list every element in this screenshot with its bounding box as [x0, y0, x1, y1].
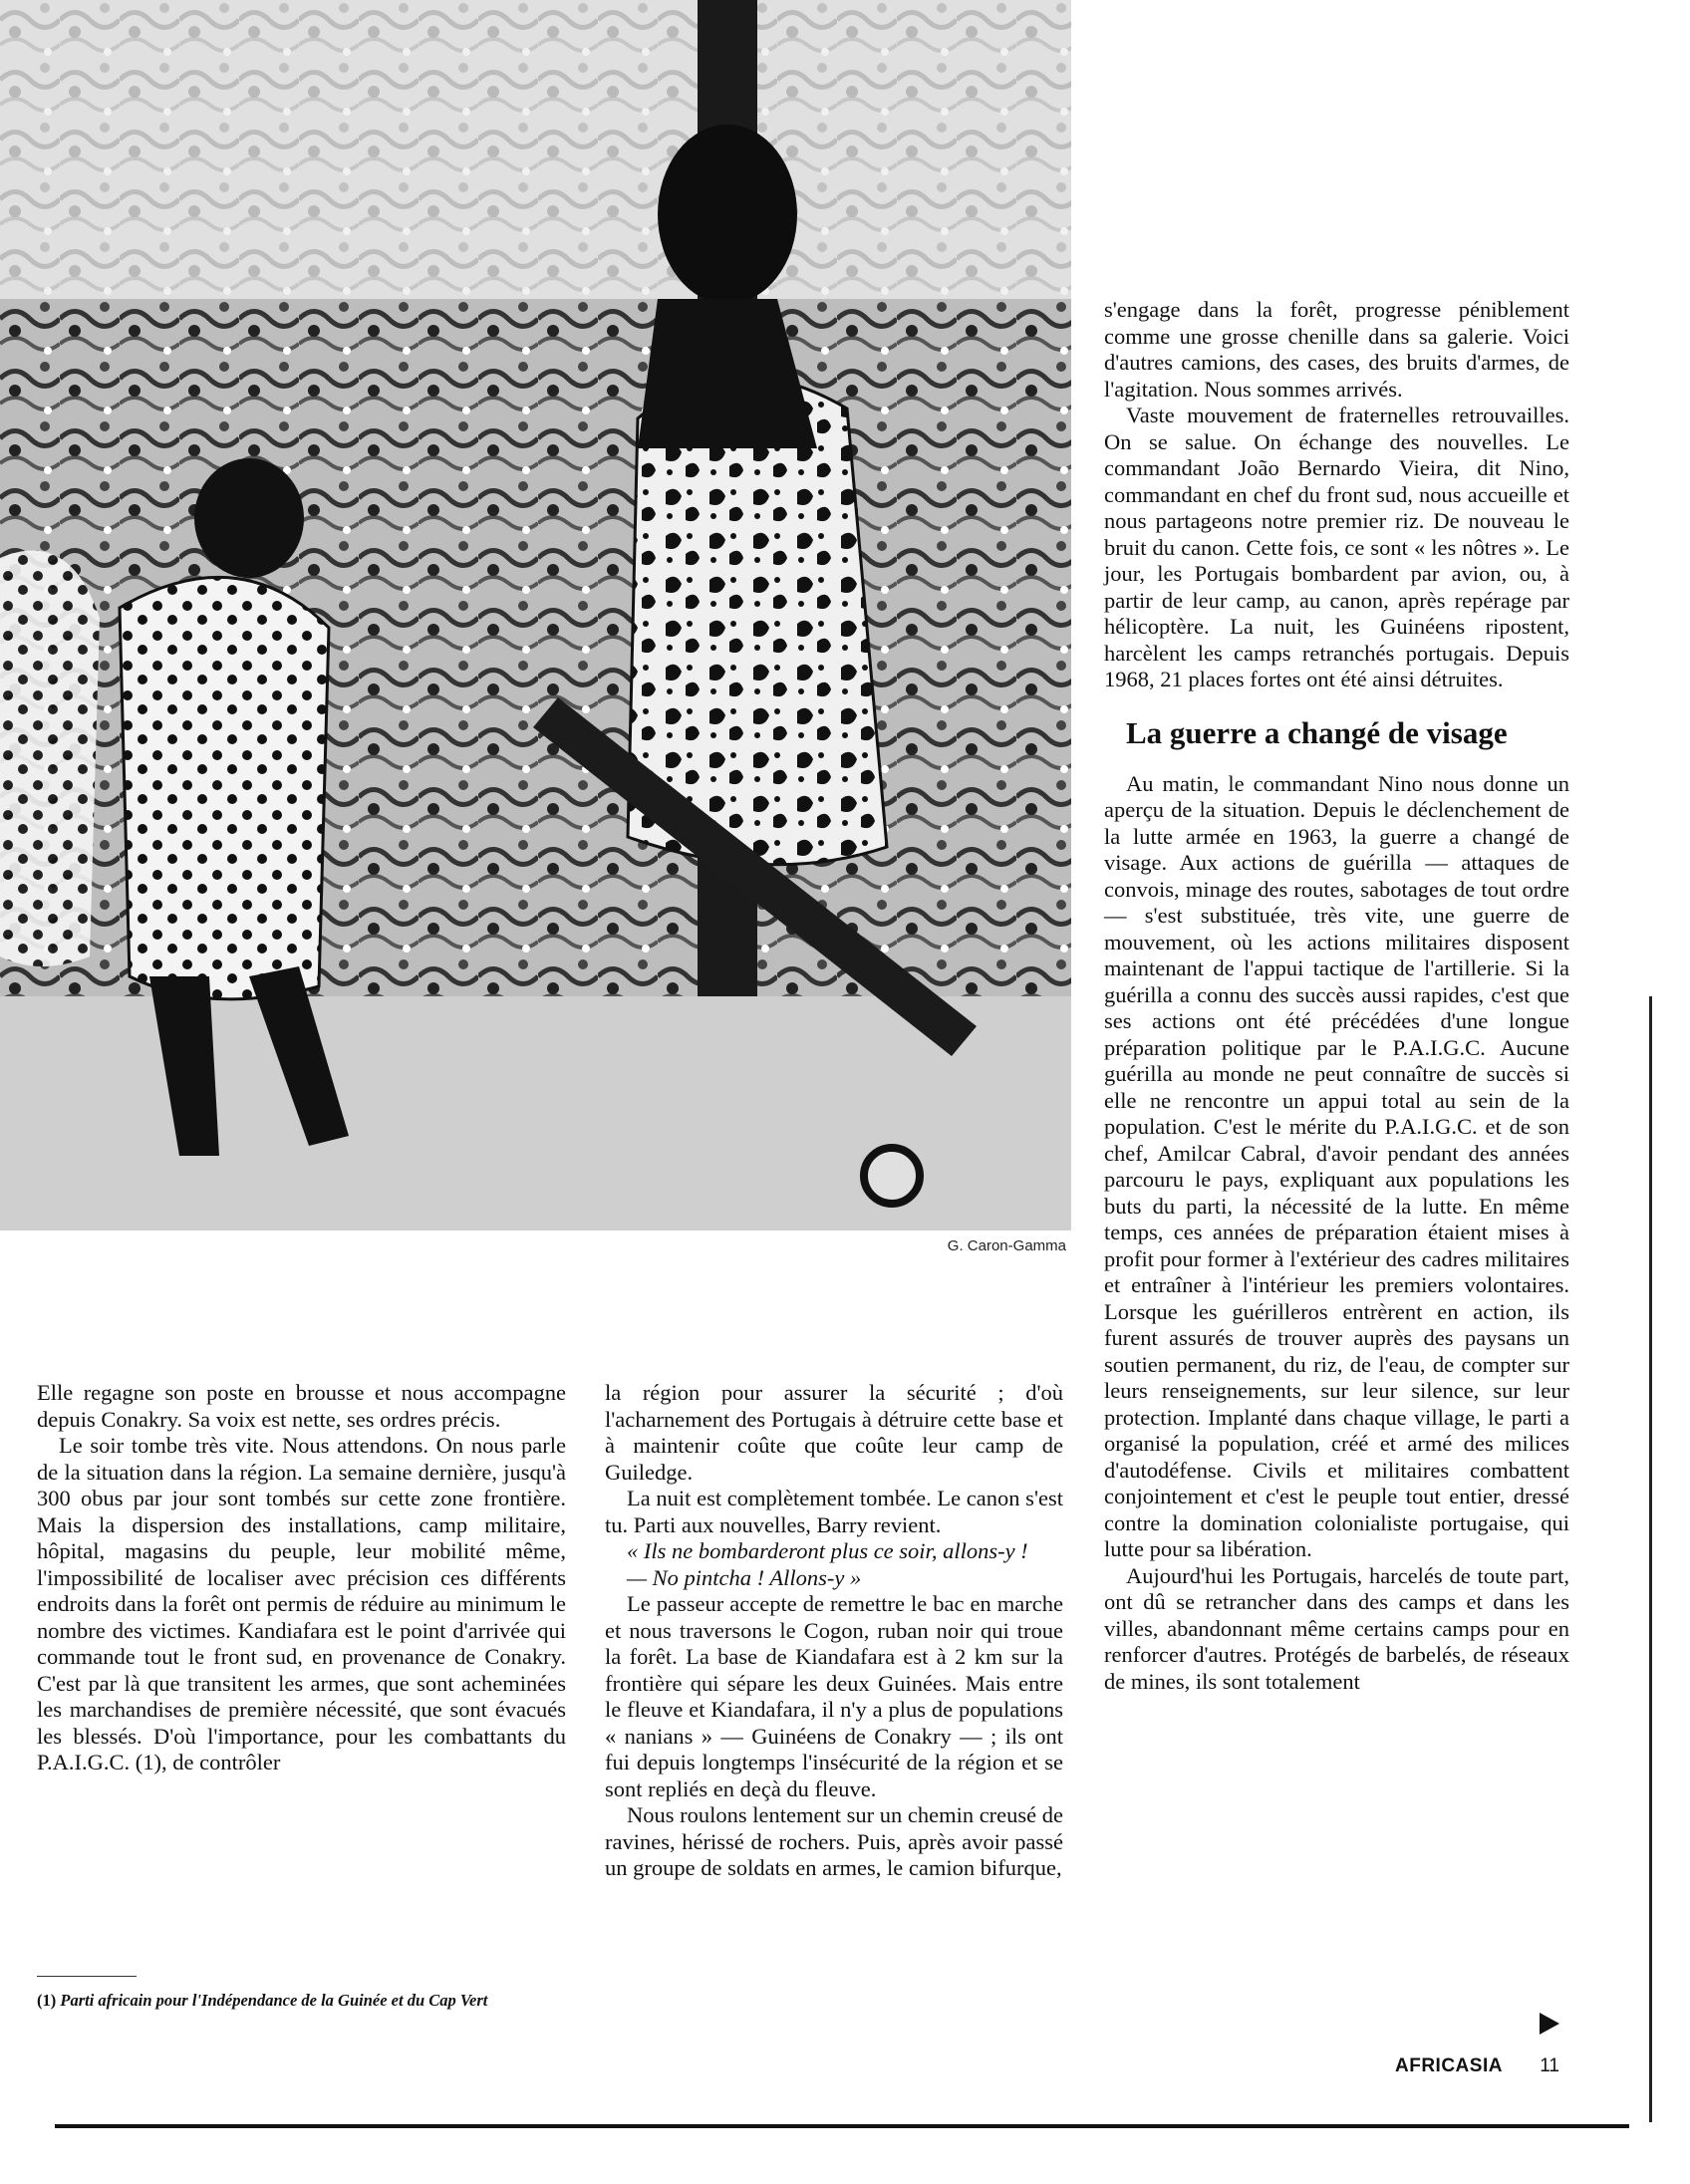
photo-credit: G. Caron-Gamma — [947, 1237, 1066, 1254]
column-2 — [605, 1380, 1063, 1882]
footnote-number: (1) — [37, 1991, 57, 2010]
section-heading: La guerre a changé de visage — [1126, 714, 1508, 750]
paragraph: Nous roulons lentement sur un chemin creusé de ravines, hérissé de rochers. Puis, après avoir passé un groupe de soldats en armes, le camion bifurque, — [605, 1802, 1064, 1880]
paragraph: Le soir tombe très vite. Nous attendons. On nous parle de la situation dans la région. La semaine dernière, jusqu'à 300 obus par jour sont tombés sur cette zone frontière. Mais la dispersion des installations, camp militaire, hôpital, magasins du peuple, leur mobilité même, l'impossibilité de localiser avec précision ces différents endroits dans la forêt ont permis de réduire au minimum le nombre des victimes. Kandiafara est le point d'arrivée qui commande tout le front sud, en provenance de Conakry. C'est par là que transitent les armes, que sont acheminées les marchandises de première nécessité, que sont évacués les blessés. D'où l'importance, pour les combattants du P.A.I.G.C. (1), de contrôler — [37, 1433, 566, 1774]
paragraph: Le passeur accepte de remettre le bac en marche et nous traversons le Cogon, ruban noir qui troue la forêt. La base de Kiandafara est à 2 km sur la frontière qui sépare les deux Guinées. Mais entre le fleuve et Kiandafara, il n'y a plus de populations « nanians » — Guinéens de Conakry — ; ils ont fui depuis longtemps l'insécurité de la région et se sont repliés en deçà du fleuve. — [605, 1591, 1063, 1801]
right-rule — [1649, 996, 1652, 2122]
paragraph: La nuit est complètement tombée. Le canon s'est tu. Parti aux nouvelles, Barry revient. — [605, 1486, 1063, 1537]
bottom-rule — [55, 2124, 1629, 2128]
paragraph: s'engage dans la forêt, progresse péniblement comme une grosse chenille dans sa galerie. Voici d'autres camions, des cases, des bruits d'armes, de l'agitation. Nous sommes arrivés. — [1104, 297, 1569, 402]
column-3 — [1104, 297, 1569, 1695]
paragraph: Elle regagne son poste en brousse et nous accompagne depuis Conakry. Sa voix est nette, ses ordres précis. — [37, 1380, 566, 1432]
quote: — No pintcha ! Allons-y » — [627, 1564, 862, 1590]
footnote-text: Parti africain pour l'Indépendance de la Guinée et du Cap Vert — [60, 1991, 488, 2010]
paragraph: Au matin, le commandant Nino nous donne un aperçu de la situation. Depuis le déclenchement de la lutte armée en 1963, la guerre a changé de visage. Aux actions de guérilla — attaques de convois, minage des routes, sabotages de tout ordre — s'est substituée, très vite, une guerre de mouvement, où les actions militaires disposent maintenant de l'appui tactique de l'artillerie. Si la guérilla a connu des succès aussi rapides, c'est que ses actions ont été précédées d'une longue préparation politique par le P.A.I.G.C. Aucune guérilla au monde ne peut connaître de succès si elle ne rencontre un appui total au sein de la population. C'est le mérite du P.A.I.G.C. et de son chef, Amilcar Cabral, d'avoir pendant des années parcouru le pays, expliquant aux populations les buts du parti, la nécessité de la lutte. En même temps, ces années de préparation étaient mises à profit pour former à l'extérieur des cadres militaires et entraîner à l'intérieur les premiers volontaires. Lorsque les guérilleros entrèrent en action, ils furent assurés de trouver auprès des paysans un soutien permanent, du riz, de l'eau, de compter sur leurs renseignements, sur leur silence, sur leur protection. Implanté dans chaque village, le parti a organisé la population, créé et armé des milices d'autodéfense. Civils et militaires combattent conjointement et c'est le peuple tout entier, dressé contre la domination colonialiste portugaise, qui lutte pour sa libération. — [1104, 770, 1569, 1561]
paragraph: la région pour assurer la sécurité ; d'où l'acharnement des Portugais à détruire cette base et à maintenir coûte que coûte leur camp de Guiledge. — [605, 1380, 1063, 1485]
paragraph: Aujourd'hui les Portugais, harcelés de toute part, ont dû se retrancher dans des camps et dans les villes, abandonnant même certains camps pour en renforcer d'autres. Protégés de barbelés, de réseaux de mines, ils sont totalement — [1104, 1562, 1569, 1694]
continue-arrow-icon — [1540, 2013, 1559, 2035]
page-footer — [1395, 2055, 1559, 2077]
photo-image — [0, 0, 1071, 1230]
photo — [0, 0, 1071, 1230]
footnote — [37, 1989, 566, 2013]
page-number: 11 — [1540, 2055, 1559, 2076]
column-1 — [37, 1380, 566, 1776]
quote: « Ils ne bombarderont plus ce soir, allons-y ! — [627, 1538, 1028, 1563]
footnote-divider — [37, 1976, 137, 1977]
paragraph: Vaste mouvement de fraternelles retrouvailles. On se salue. On échange des nouvelles. Le commandant João Bernardo Vieira, dit Nino, commandant en chef du front sud, nous accueille et nous partageons notre premier riz. De nouveau le bruit du canon. Cette fois, ce sont « les nôtres ». Le jour, les Portugais bombardent par avion, ou, à partir de leur camp, au canon, après repérage par hélicoptère. La nuit, les Guinéens ripostent, harcèlent les camps retranchés portugais. Depuis 1968, 21 places fortes ont été ainsi détruites. — [1104, 403, 1569, 691]
magazine-name: AFRICASIA — [1395, 2055, 1503, 2076]
